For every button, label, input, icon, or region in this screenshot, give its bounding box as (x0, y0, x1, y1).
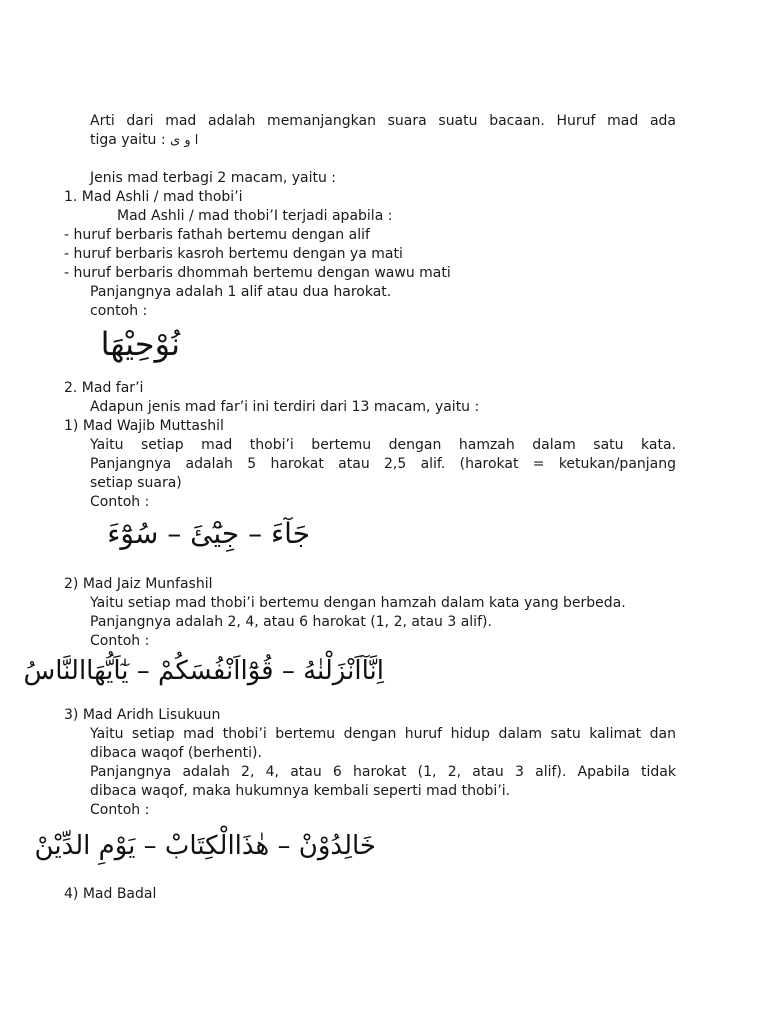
item-3-line-1: Yaitu setiap mad thobi’i bertemu dengan huruf hidup dalam satu kalimat dan (90, 726, 676, 742)
bullet-kasroh: - huruf berbaris kasroh bertemu dengan ya mati (64, 246, 403, 262)
example-arabic-nuhiha: نُوْحِيْهَا (100, 325, 180, 363)
intro-line-1: Arti dari mad adalah memanjangkan suara suatu bacaan. Huruf mad ada (90, 113, 676, 129)
example-arabic-aridh-lisukuun: خَالِدُوْنْ – هٰذَاالْكِتَابْ – يَوْمِ الدِّيْنْ (34, 831, 376, 861)
intro-line-2-text: tiga yaitu : (90, 132, 171, 148)
section-1-panjang: Panjangnya adalah 1 alif atau dua harokat. (90, 284, 392, 300)
example-arabic-jaiz-munfashil: اِنَّآاَنْزَلْنٰهُ – قُوْٓااَنْفُسَكُمْ – يٰٓاَيُّهَاالنَّاسُ (23, 656, 384, 686)
section-2-heading: 2. Mad far’i (64, 380, 144, 396)
item-1-contoh: Contoh : (90, 494, 150, 510)
section-1-subheading: Mad Ashli / mad thobi’I terjadi apabila : (117, 208, 393, 224)
item-1-line-2: Panjangnya adalah 5 harokat atau 2,5 alif. (harokat = ketukan/panjang (90, 456, 676, 472)
item-1-line-1: Yaitu setiap mad thobi’i bertemu dengan hamzah dalam satu kata. (90, 437, 676, 453)
section-1-contoh: contoh : (90, 303, 148, 319)
jenis-mad-text: Jenis mad terbagi 2 macam, yaitu : (90, 170, 337, 186)
example-arabic-wajib-muttashil: جَآءَ – جِيْٓئَ – سُوْٓءَ (107, 517, 310, 550)
bullet-dhommah: - huruf berbaris dhommah bertemu dengan wawu mati (64, 265, 451, 281)
item-3-contoh: Contoh : (90, 802, 150, 818)
item-3-line-4: dibaca waqof, maka hukumnya kembali seperti mad thobi’i. (90, 783, 511, 799)
intro-line-2 (90, 131, 198, 150)
item-1-heading: 1) Mad Wajib Muttashil (64, 418, 224, 434)
item-2-heading: 2) Mad Jaiz Munfashil (64, 576, 213, 592)
bullet-fathah: - huruf berbaris fathah bertemu dengan alif (64, 227, 370, 243)
mad-letters-arabic: ا و ى (170, 133, 199, 148)
item-3-heading: 3) Mad Aridh Lisukuun (64, 707, 221, 723)
section-2-intro: Adapun jenis mad far’i ini terdiri dari 13 macam, yaitu : (90, 399, 480, 415)
item-3-line-3: Panjangnya adalah 2, 4, atau 6 harokat (1, 2, atau 3 alif). Apabila tidak (90, 764, 676, 780)
item-4-heading: 4) Mad Badal (64, 886, 157, 902)
item-2-line-1: Yaitu setiap mad thobi’i bertemu dengan hamzah dalam kata yang berbeda. (90, 595, 626, 611)
item-3-line-2: dibaca waqof (berhenti). (90, 745, 262, 761)
item-2-line-2: Panjangnya adalah 2, 4, atau 6 harokat (1, 2, atau 3 alif). (90, 614, 492, 630)
section-1-heading: 1. Mad Ashli / mad thobi’i (64, 189, 243, 205)
item-2-contoh: Contoh : (90, 633, 150, 649)
item-1-line-3: setiap suara) (90, 475, 182, 491)
